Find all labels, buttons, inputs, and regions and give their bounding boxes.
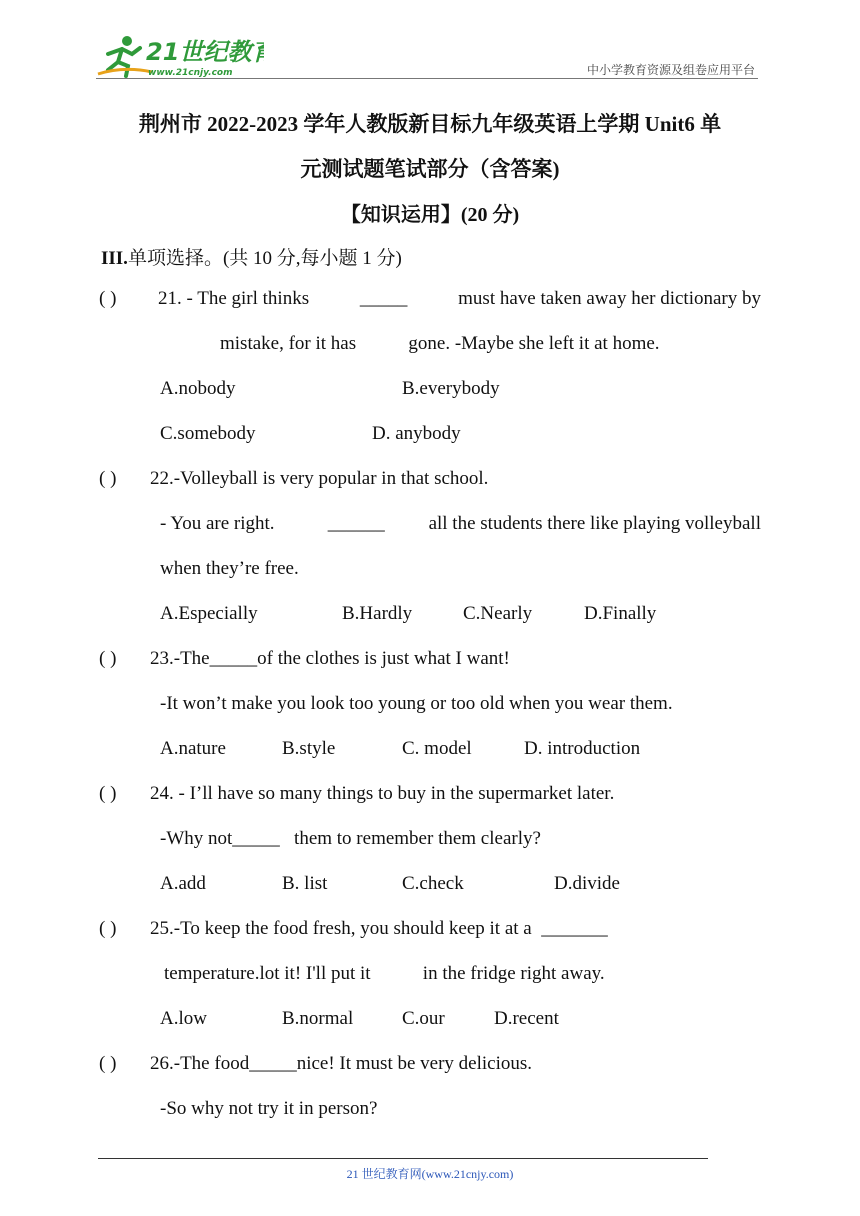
section-label: III. [101, 248, 128, 269]
answer-bracket-22: ( ) [99, 468, 117, 489]
question-25-line-1: 25.-To keep the food fresh, you should keep it at a _______ [150, 918, 608, 939]
question-22-option-a: A.Especially [160, 603, 258, 624]
question-23-option-b: B.style [282, 738, 336, 759]
site-logo [94, 32, 264, 82]
question-26-line-1: 26.-The food_____nice! It must be very delicious. [150, 1053, 533, 1074]
answer-bracket-24: ( ) [99, 783, 117, 804]
question-24-option-a: A.add [160, 873, 206, 894]
subtitle [0, 198, 860, 227]
question-21-option-c: C.somebody [160, 423, 256, 444]
question-21-stem-b: must have taken away her dictionary by [458, 288, 761, 309]
question-22-option-c: C.Nearly [463, 603, 533, 624]
question-21-stem-a: 21. - The girl thinks [158, 288, 310, 309]
question-22-option-b: B.Hardly [342, 603, 413, 624]
question-21-option-a: A.nobody [160, 378, 236, 399]
answer-bracket-26: ( ) [99, 1053, 117, 1074]
question-22-option-d: D.Finally [584, 603, 657, 624]
question-24-option-b: B. list [282, 873, 328, 894]
question-21-option-d: D. anybody [372, 423, 461, 444]
subtitle-label: 【知识运用】 [340, 204, 461, 226]
title-line-2: 元测试题笔试部分（含答案) [300, 157, 560, 181]
header-divider [96, 78, 758, 79]
question-22-stem-b: all the students there like playing volleyball [428, 513, 761, 534]
footer-link[interactable]: 21 世纪教育网(www.21cnjy.com) [346, 1167, 514, 1181]
runner-logo-icon [94, 32, 264, 82]
section-note: (共 10 分,每小题 1 分) [222, 248, 402, 269]
question-26-line-2: -So why not try it in person? [160, 1098, 378, 1119]
question-25-option-c: C.our [402, 1008, 445, 1029]
header-platform-name: 中小学教育资源及组卷应用平台 [586, 63, 755, 77]
question-22-line-1: 22.-Volleyball is very popular in that school. [150, 468, 489, 489]
answer-bracket-23: ( ) [99, 648, 117, 669]
logo-text: 21世纪教育 [146, 38, 264, 66]
question-25-option-b: B.normal [282, 1008, 354, 1029]
question-23-option-d: D. introduction [524, 738, 641, 759]
question-23-option-c: C. model [402, 738, 472, 759]
question-22-stem-a: - You are right. [160, 513, 285, 534]
question-21-option-b: B.everybody [402, 378, 500, 399]
question-24-line-2: -Why not_____ them to remember them clearly? [160, 828, 541, 849]
question-24-option-c: C.check [402, 873, 464, 894]
question-25-option-d: D.recent [494, 1008, 559, 1029]
footer-divider [98, 1158, 708, 1159]
question-23-line-2: -It won’t make you look too young or too old when you wear them. [160, 693, 673, 714]
question-25-option-a: A.low [160, 1008, 207, 1029]
question-25-line-2: temperature.lot it! I'll put it in the fridge right away. [164, 963, 605, 984]
section-heading [101, 243, 402, 270]
question-23-option-a: A.nature [160, 738, 226, 759]
title-line-1: 荆州市 2022-2023 学年人教版新目标九年级英语上学期 Unit6 单 [138, 112, 722, 136]
question-23-line-1: 23.-The_____of the clothes is just what I want! [150, 648, 510, 669]
question-22-line-3: when they’re free. [160, 558, 299, 579]
question-22-line-2 [160, 513, 761, 535]
section-title: 单项选择。 [127, 248, 223, 269]
question-24-option-d: D.divide [554, 873, 620, 894]
question-21-blank: _____ [359, 288, 408, 309]
answer-bracket-21: ( ) [99, 288, 117, 309]
question-21-line-2: mistake, for it has gone. -Maybe she left it at home. [220, 333, 660, 354]
subtitle-score: (20 分) [460, 204, 520, 226]
question-21-line-1 [158, 288, 761, 310]
question-24-line-1: 24. - I’ll have so many things to buy in the supermarket later. [150, 783, 615, 804]
question-22-blank: ______ [327, 513, 385, 534]
logo-url: www.21cnjy.com [148, 68, 233, 78]
answer-bracket-25: ( ) [99, 918, 117, 939]
